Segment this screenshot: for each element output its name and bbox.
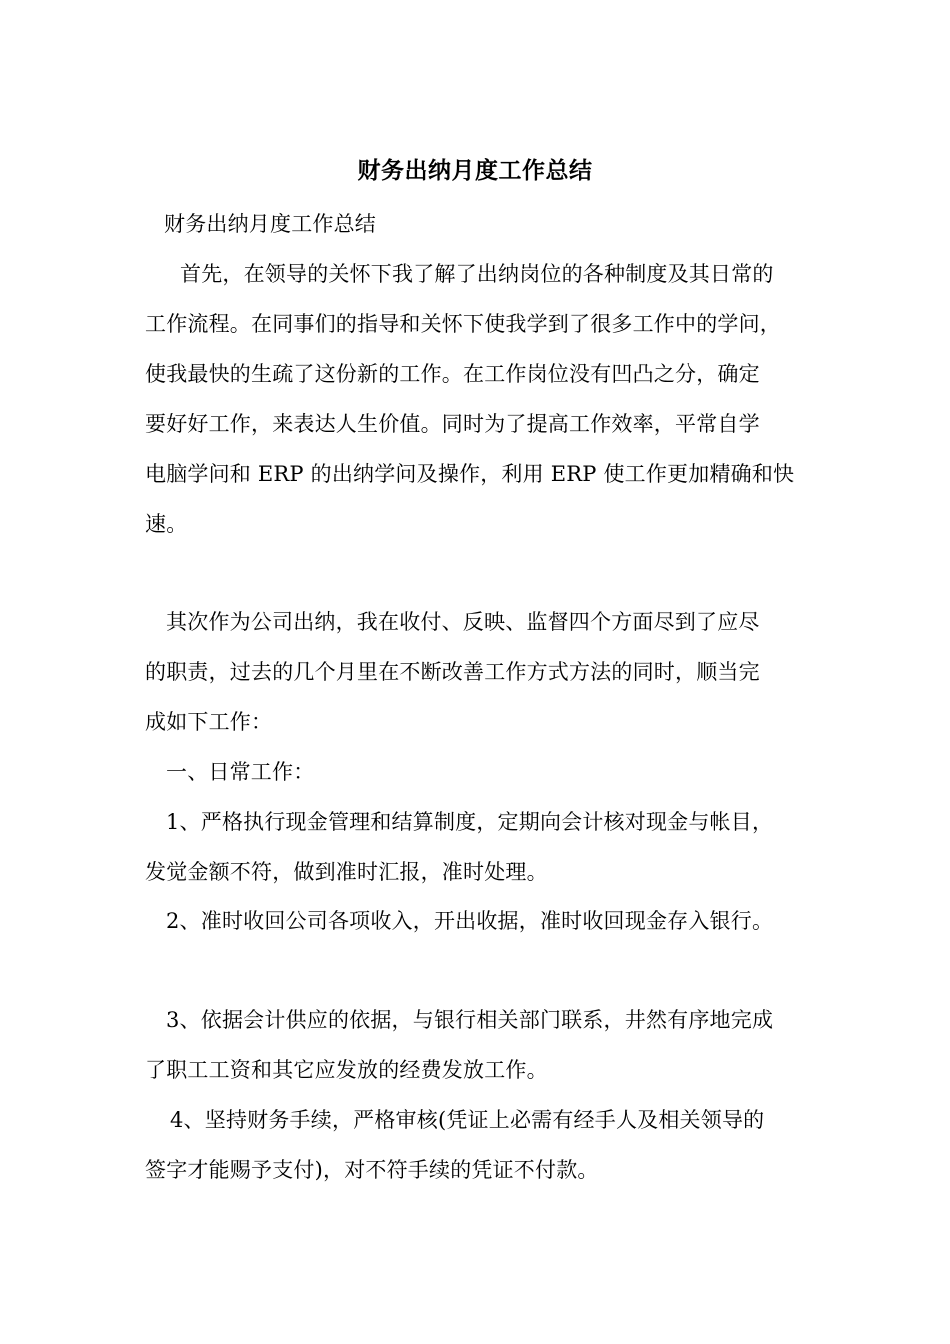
- body-line-8: 其次作为公司出纳，我在收付、反映、监督四个方面尽到了应尽: [166, 610, 760, 634]
- body-line-17: 4、坚持财务手续，严格审核(凭证上必需有经手人及相关领导的: [170, 1108, 765, 1132]
- body-line-12: 1、严格执行现金管理和结算制度，定期向会计核对现金与帐目，: [166, 810, 774, 834]
- body-line-11: 一、日常工作：: [166, 760, 315, 784]
- body-line-2: 首先，在领导的关怀下我了解了出纳岗位的各种制度及其日常的: [180, 262, 774, 286]
- body-line-4: 使我最快的生疏了这份新的工作。在工作岗位没有凹凸之分，确定: [145, 362, 760, 386]
- body-line-1: 财务出纳月度工作总结: [164, 212, 376, 236]
- body-line-16: 了职工工资和其它应发放的经费发放工作。: [145, 1058, 548, 1082]
- body-line-5: 要好好工作，来表达人生价值。同时为了提高工作效率，平常自学: [145, 412, 760, 436]
- body-line-10: 成如下工作：: [145, 710, 273, 734]
- body-line-3: 工作流程。在同事们的指导和关怀下使我学到了很多工作中的学问，: [145, 312, 781, 336]
- body-line-18: 签字才能赐予支付)，对不符手续的凭证不付款。: [145, 1158, 599, 1182]
- body-line-13: 发觉金额不符，做到准时汇报，准时处理。: [145, 860, 548, 884]
- document-title: 财务出纳月度工作总结: [357, 157, 593, 184]
- body-line-9: 的职责，过去的几个月里在不断改善工作方式方法的同时，顺当完: [145, 660, 760, 684]
- body-line-15: 3、依据会计供应的依据，与银行相关部门联系，井然有序地完成: [166, 1008, 774, 1032]
- body-line-6: 电脑学问和 ERP 的出纳学问及操作，利用 ERP 使工作更加精确和快: [145, 462, 795, 486]
- body-line-14: 2、准时收回公司各项收入，开出收据，准时收回现金存入银行。: [166, 909, 774, 933]
- body-line-7: 速。: [145, 512, 188, 536]
